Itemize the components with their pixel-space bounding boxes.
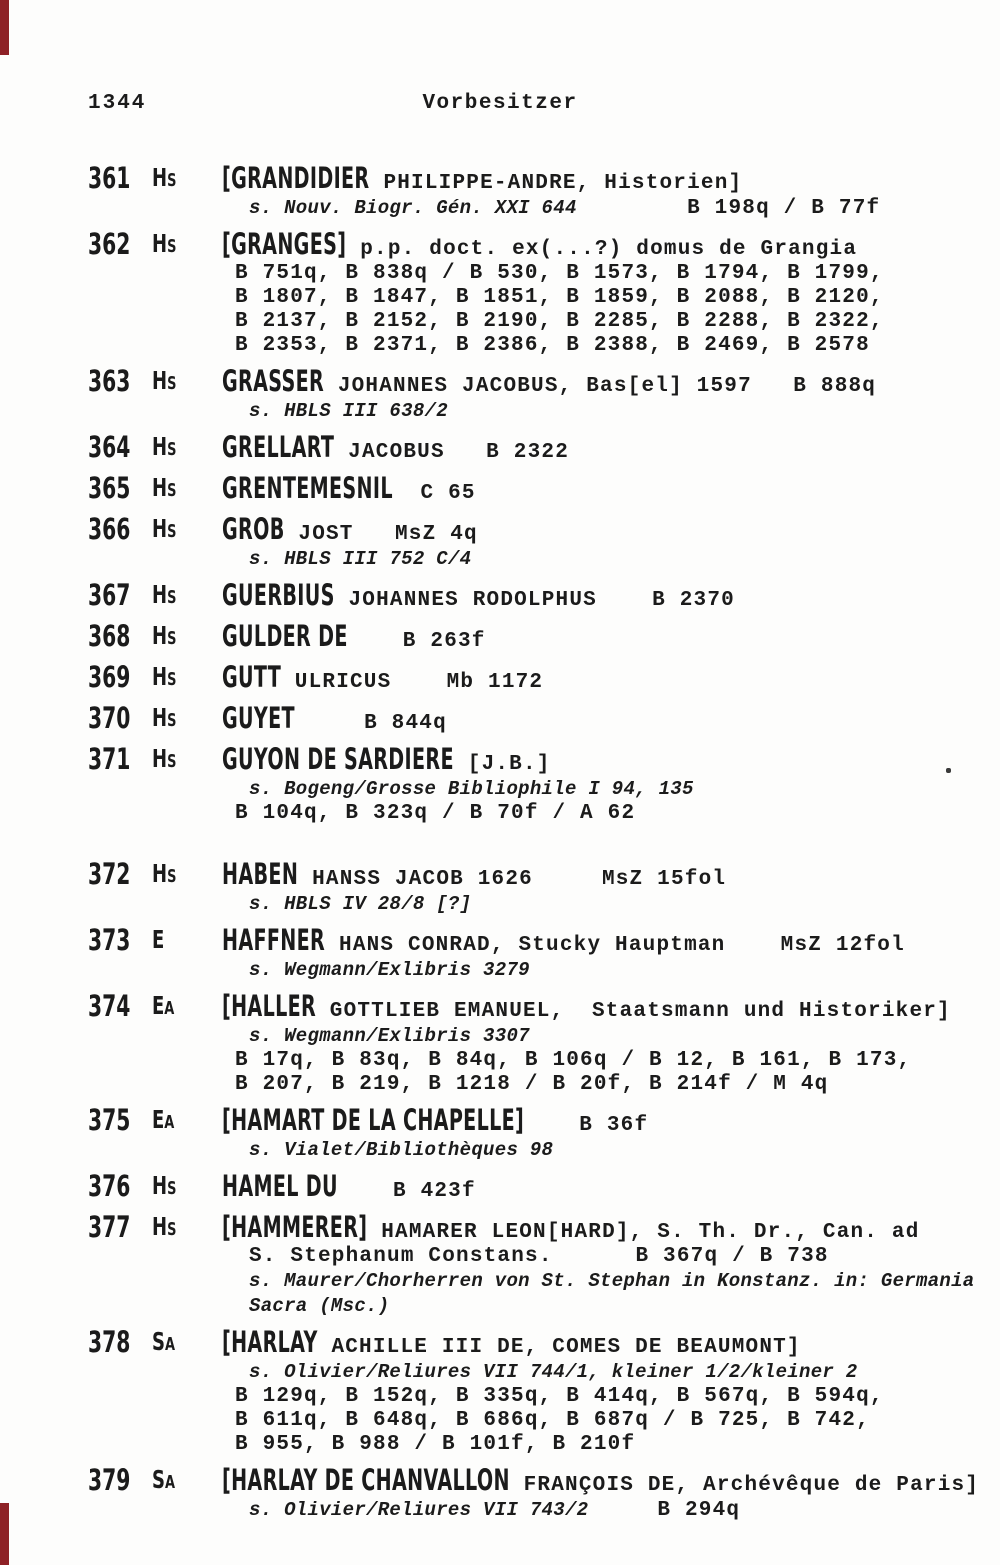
text-segment: B 611q, B 648q, B 686q, B 687q / B 725, B 742, bbox=[235, 1409, 870, 1432]
text-segment: B 294q bbox=[588, 1499, 741, 1522]
entry-siglum: Hs bbox=[152, 1171, 177, 1200]
entry-number: 367 bbox=[88, 578, 131, 612]
text-segment: HANS CONRAD, Stucky Hauptman MsZ 12fol bbox=[325, 934, 905, 957]
text-segment: C 65 bbox=[392, 482, 476, 505]
entry bbox=[88, 227, 968, 358]
reference-segment: s. Olivier/Reliures VII 743/2 bbox=[249, 1499, 589, 1521]
entry-line bbox=[249, 1245, 968, 1269]
entry-line bbox=[235, 1385, 968, 1409]
entry-line bbox=[222, 989, 968, 1024]
reference-segment: s. Olivier/Reliures VII 744/1, kleiner 1/2/kleiner 2 bbox=[249, 1361, 858, 1383]
entry-line bbox=[249, 196, 968, 221]
reference-segment: s. Vialet/Bibliothèques 98 bbox=[249, 1139, 554, 1161]
reference-segment: Sacra (Msc.) bbox=[249, 1295, 390, 1317]
text-segment: PHILIPPE-ANDRE, Historien] bbox=[369, 172, 743, 195]
entry-line bbox=[222, 578, 968, 613]
entry-siglum: Hs bbox=[152, 859, 177, 888]
page-title: Vorbesitzer bbox=[422, 92, 578, 115]
entry-line bbox=[222, 742, 968, 777]
entry bbox=[88, 1463, 980, 1523]
entry-number: 378 bbox=[88, 1325, 131, 1359]
entry-lines bbox=[222, 1210, 975, 1319]
entry-lines bbox=[222, 1325, 968, 1457]
entry-line bbox=[222, 619, 968, 654]
name-segment: GRASSER bbox=[222, 364, 325, 398]
entry bbox=[88, 1210, 975, 1319]
entry-number: 379 bbox=[88, 1463, 131, 1497]
entry bbox=[88, 742, 968, 826]
reference-segment: s. HBLS III 638/2 bbox=[249, 400, 448, 422]
entry-lines bbox=[222, 430, 968, 465]
entry-list bbox=[88, 161, 980, 1534]
entry-lines bbox=[222, 364, 968, 424]
name-segment: HABEN bbox=[222, 857, 299, 891]
entry-lines bbox=[222, 1169, 968, 1204]
entry bbox=[88, 923, 968, 983]
entry-number: 373 bbox=[88, 923, 131, 957]
entry-line bbox=[222, 512, 968, 547]
name-segment: [GRANDIDIER bbox=[222, 161, 370, 195]
entry-line bbox=[235, 1049, 968, 1073]
text-segment: B 751q, B 838q / B 530, B 1573, B 1794, B 1799, bbox=[235, 262, 884, 285]
text-segment: B 263f bbox=[347, 630, 486, 653]
entry-number: 361 bbox=[88, 161, 131, 195]
entry bbox=[88, 857, 968, 917]
name-segment: HAMEL DU bbox=[222, 1169, 338, 1203]
name-segment: GROB bbox=[222, 512, 285, 546]
entry bbox=[88, 471, 968, 506]
ink-speck bbox=[946, 768, 951, 773]
entry-lines bbox=[222, 161, 968, 221]
name-segment: GULDER DE bbox=[222, 619, 348, 653]
entry-line bbox=[222, 1103, 968, 1138]
entry bbox=[88, 161, 968, 221]
entry-lines bbox=[222, 701, 968, 736]
entry-siglum: Hs bbox=[152, 662, 177, 691]
text-segment: B 129q, B 152q, B 335q, B 414q, B 567q, B 594q, bbox=[235, 1385, 884, 1408]
text-segment: ULRICUS Mb 1172 bbox=[281, 671, 544, 694]
text-segment: B 844q bbox=[295, 712, 447, 735]
entry bbox=[88, 1103, 968, 1163]
entry-siglum: Hs bbox=[152, 473, 177, 502]
text-segment: FRANÇOIS DE, Archévêque de Paris] bbox=[509, 1474, 980, 1497]
entry-line bbox=[222, 1463, 980, 1498]
entry-number: 364 bbox=[88, 430, 131, 464]
entry-line bbox=[222, 430, 968, 465]
entry-line bbox=[249, 1294, 968, 1319]
entry bbox=[88, 364, 968, 424]
entry-siglum: Hs bbox=[152, 514, 177, 543]
entry-lines bbox=[222, 660, 968, 695]
text-segment: HANSS JACOB 1626 MsZ 15fol bbox=[298, 868, 727, 891]
entry bbox=[88, 430, 968, 465]
entry-lines bbox=[222, 923, 968, 983]
text-segment: ACHILLE III DE, COMES DE BEAUMONT] bbox=[317, 1336, 801, 1359]
text-segment: B 2353, B 2371, B 2386, B 2388, B 2469, B 2578 bbox=[235, 334, 870, 357]
entry-lines bbox=[222, 857, 968, 917]
entry-siglum: Hs bbox=[152, 432, 177, 461]
reference-segment: s. Bogeng/Grosse Bibliophile I 94, 135 bbox=[249, 778, 694, 800]
entry-line bbox=[249, 399, 968, 424]
entry bbox=[88, 1325, 968, 1457]
entry-lines bbox=[222, 512, 968, 572]
entry-lines bbox=[222, 1103, 968, 1163]
entry-siglum: Hs bbox=[152, 1212, 177, 1241]
entry-lines bbox=[222, 619, 968, 654]
entry-lines bbox=[222, 1463, 980, 1523]
name-segment: [HALLER bbox=[222, 989, 317, 1023]
entry-line bbox=[235, 1073, 968, 1097]
entry-lines bbox=[222, 578, 968, 613]
entry-siglum: Hs bbox=[152, 229, 177, 258]
entry-number: 368 bbox=[88, 619, 131, 653]
entry-line bbox=[222, 364, 968, 399]
name-segment: GUTT bbox=[222, 660, 282, 694]
entry-number: 377 bbox=[88, 1210, 131, 1244]
entry-number: 375 bbox=[88, 1103, 131, 1137]
entry-siglum: Hs bbox=[152, 366, 177, 395]
text-segment: JOHANNES JACOBUS, Bas[el] 1597 B 888q bbox=[324, 375, 877, 398]
text-segment: JACOBUS B 2322 bbox=[334, 441, 569, 464]
entry-siglum: Ea bbox=[152, 1105, 175, 1134]
entry bbox=[88, 1169, 968, 1204]
entry-number: 370 bbox=[88, 701, 131, 735]
entry bbox=[88, 578, 968, 613]
entry-line bbox=[222, 1169, 968, 1204]
name-segment: GUYON DE SARDIERE bbox=[222, 742, 454, 776]
entry-siglum: Hs bbox=[152, 744, 177, 773]
entry-line bbox=[235, 262, 968, 286]
entry-lines bbox=[222, 471, 968, 506]
entry-line bbox=[249, 1269, 975, 1294]
reference-segment: s. HBLS IV 28/8 [?] bbox=[249, 893, 472, 915]
name-segment: [HAMMERER] bbox=[222, 1210, 368, 1244]
entry-siglum: Sa bbox=[152, 1465, 175, 1494]
entry-line bbox=[222, 1210, 968, 1245]
name-segment: [HARLAY DE CHANVALLON bbox=[222, 1463, 510, 1497]
reference-segment: s. Nouv. Biogr. Gén. XXI 644 bbox=[249, 197, 577, 219]
entry-number: 362 bbox=[88, 227, 131, 261]
name-segment: [HAMART DE LA CHAPELLE] bbox=[222, 1103, 525, 1137]
entry-lines bbox=[222, 227, 968, 358]
entry-line bbox=[249, 892, 968, 917]
text-segment: B 955, B 988 / B 101f, B 210f bbox=[235, 1433, 636, 1456]
name-segment: [HARLAY bbox=[222, 1325, 318, 1359]
entry-number: 374 bbox=[88, 989, 131, 1023]
name-segment: [GRANGES] bbox=[222, 227, 347, 261]
name-segment: GUYET bbox=[222, 701, 295, 735]
entry-siglum: Ea bbox=[152, 991, 175, 1020]
text-segment: p.p. doct. ex(...?) domus de Grangia bbox=[346, 238, 858, 261]
text-segment: B 17q, B 83q, B 84q, B 106q / B 12, B 161, B 173, bbox=[235, 1049, 912, 1072]
entry-lines bbox=[222, 742, 968, 826]
name-segment: GUERBIUS bbox=[222, 578, 335, 612]
entry bbox=[88, 989, 968, 1097]
entry-number: 372 bbox=[88, 857, 131, 891]
entry-siglum: Hs bbox=[152, 621, 177, 650]
text-segment: B 104q, B 323q / B 70f / A 62 bbox=[235, 802, 636, 825]
entry-siglum: E bbox=[152, 925, 165, 954]
entry-number: 376 bbox=[88, 1169, 131, 1203]
text-segment: B 198q / B 77f bbox=[576, 197, 881, 220]
entry-line bbox=[249, 958, 968, 983]
entry-line bbox=[249, 1498, 968, 1523]
entry-number: 366 bbox=[88, 512, 131, 546]
reference-segment: s. Wegmann/Exlibris 3307 bbox=[249, 1025, 530, 1047]
text-segment: B 2137, B 2152, B 2190, B 2285, B 2288, B 2322, bbox=[235, 310, 884, 333]
text-segment: [J.B.] bbox=[453, 753, 551, 776]
entry-line bbox=[249, 1360, 968, 1385]
entry-lines bbox=[222, 989, 968, 1097]
text-segment: HAMARER LEON[HARD], S. Th. Dr., Can. ad bbox=[367, 1221, 920, 1244]
entry-siglum: Sa bbox=[152, 1327, 175, 1356]
entry-line bbox=[249, 777, 968, 802]
entry-siglum: Hs bbox=[152, 580, 177, 609]
text-segment: B 207, B 219, B 1218 / B 20f, B 214f / M 4q bbox=[235, 1073, 829, 1096]
entry-line bbox=[222, 161, 968, 196]
entry-number: 363 bbox=[88, 364, 131, 398]
text-segment: S. Stephanum Constans. B 367q / B 738 bbox=[249, 1245, 829, 1268]
entry-line bbox=[249, 1024, 968, 1049]
entry bbox=[88, 701, 968, 736]
entry-line bbox=[235, 310, 968, 334]
reference-segment: s. Wegmann/Exlibris 3279 bbox=[249, 959, 530, 981]
entry-line bbox=[222, 701, 968, 736]
entry-line bbox=[222, 471, 968, 506]
entry-number: 365 bbox=[88, 471, 131, 505]
entry-line bbox=[222, 923, 968, 958]
entry-line bbox=[222, 857, 968, 892]
text-segment: B 1807, B 1847, B 1851, B 1859, B 2088, B 2120, bbox=[235, 286, 884, 309]
entry-line bbox=[235, 286, 968, 310]
scan-edge-mark-top bbox=[0, 0, 9, 55]
entry-number: 371 bbox=[88, 742, 131, 776]
text-segment: GOTTLIEB EMANUEL, Staatsmann und Historiker] bbox=[315, 1000, 951, 1023]
reference-segment: s. HBLS III 752 C/4 bbox=[249, 548, 472, 570]
text-segment: JOHANNES RODOLPHUS B 2370 bbox=[334, 589, 735, 612]
entry-line bbox=[249, 547, 968, 572]
name-segment: GRELLART bbox=[222, 430, 335, 464]
name-segment: HAFFNER bbox=[222, 923, 326, 957]
entry-siglum: Hs bbox=[152, 703, 177, 732]
text-segment: B 423f bbox=[337, 1180, 476, 1203]
entry-line bbox=[222, 227, 968, 262]
scan-edge-mark-bottom bbox=[0, 1503, 9, 1565]
entry-siglum: Hs bbox=[152, 163, 177, 192]
text-segment: B 36f bbox=[524, 1114, 649, 1137]
entry-line bbox=[235, 802, 968, 826]
entry-line bbox=[222, 660, 968, 695]
entry-line bbox=[235, 1433, 968, 1457]
entry bbox=[88, 660, 968, 695]
entry-line bbox=[235, 1409, 968, 1433]
entry bbox=[88, 512, 968, 572]
entry-line bbox=[222, 1325, 968, 1360]
reference-segment: s. Maurer/Chorherren von St. Stephan in Konstanz. in: Germania bbox=[249, 1270, 975, 1292]
entry bbox=[88, 619, 968, 654]
entry-line bbox=[249, 1138, 968, 1163]
page-number: 1344 bbox=[88, 92, 147, 115]
text-segment: JOST MsZ 4q bbox=[284, 523, 478, 546]
entry-number: 369 bbox=[88, 660, 131, 694]
entry-line bbox=[235, 334, 968, 358]
name-segment: GRENTEMESNIL bbox=[222, 471, 393, 505]
